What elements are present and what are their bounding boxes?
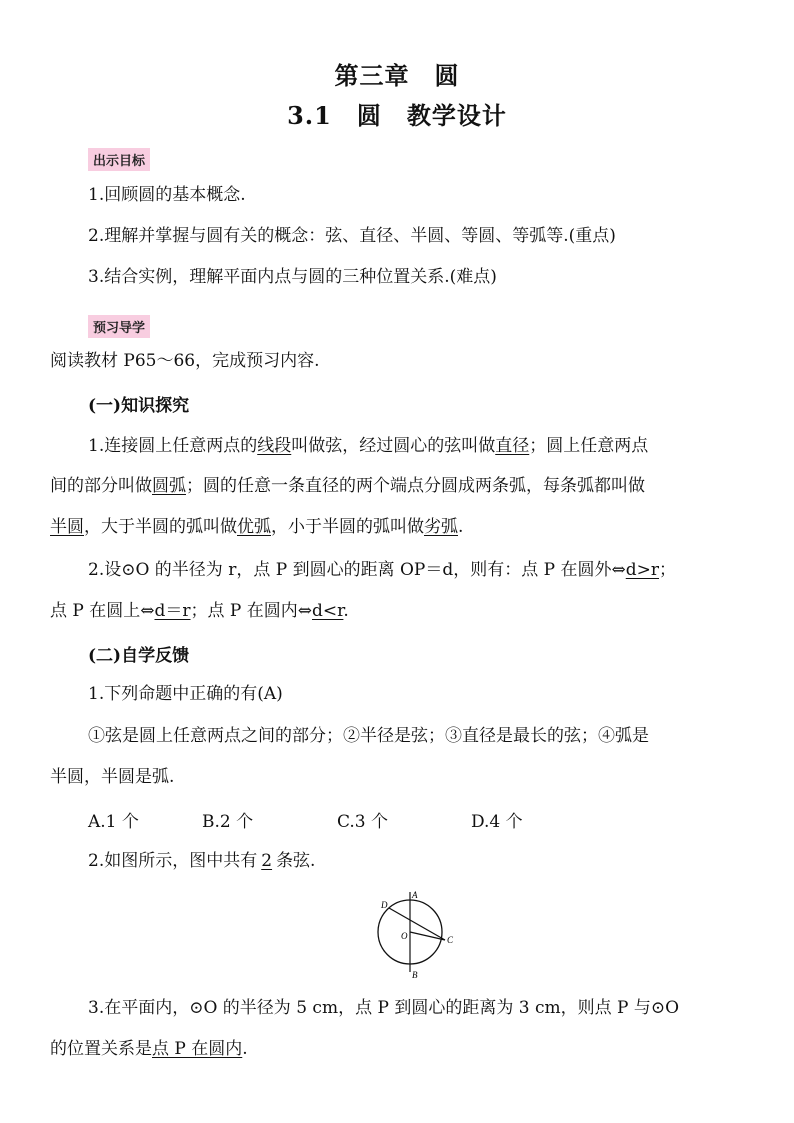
part2-title: (二)自学反馈: [88, 646, 190, 666]
answer-position: 点 P 在圆内: [152, 1039, 243, 1059]
knowledge-2-line1: 2.设⊙O 的半径为 r，点 P 到圆心的距离 OP＝d，则有：点 P 在圆外⇔d>r；: [88, 560, 676, 580]
objective-3: 3.结合实例，理解平面内点与圆的三种位置关系.(难点): [88, 267, 497, 287]
option-c: C.3 个: [337, 812, 389, 832]
answer-semicircle: 半圆: [50, 517, 84, 537]
circle-figure: [370, 884, 460, 980]
chord-dc: [389, 908, 445, 940]
knowledge-1-line1: 1.连接圆上任意两点的线段叫做弦，经过圆心的弦叫做直径；圆上任意两点: [88, 436, 649, 456]
question-3-line1: 3.在平面内，⊙O 的半径为 5 cm，点 P 到圆心的距离为 3 cm，则点 P 与⊙O: [88, 998, 680, 1018]
answer-segment: 线段: [257, 436, 292, 456]
label-d: D: [381, 900, 388, 910]
label-b: B: [412, 970, 418, 980]
option-d: D.4 个: [471, 812, 523, 832]
section-title: 3.1 圆 教学设计: [287, 101, 507, 130]
chapter-title: 第三章 圆: [334, 61, 460, 90]
radius-oc: [410, 932, 445, 940]
knowledge-1-line3: 半圆，大于半圆的弧叫做优弧，小于半圆的弧叫做劣弧.: [50, 517, 464, 537]
answer-outside: d>r: [625, 560, 659, 580]
objective-1: 1.回顾圆的基本概念.: [88, 185, 246, 205]
option-b: B.2 个: [202, 812, 254, 832]
answer-inside: d<r: [312, 601, 344, 621]
question-2: 2.如图所示，图中共有 2 条弦.: [88, 851, 316, 871]
label-a: A: [412, 890, 418, 900]
knowledge-2-line2: 点 P 在圆上⇔d＝r；点 P 在圆内⇔d<r.: [50, 601, 349, 621]
answer-arc: 圆弧: [152, 476, 186, 496]
objective-2: 2.理解并掌握与圆有关的概念：弦、直径、半圆、等圆、等弧等.(重点): [88, 226, 616, 246]
part1-title: (一)知识探究: [88, 396, 190, 416]
question-1-body-line2: 半圆，半圆是弧.: [50, 767, 175, 787]
label-o: O: [401, 931, 408, 941]
question-1-stem: 1.下列命题中正确的有(A): [88, 684, 283, 704]
answer-major-arc: 优弧: [237, 517, 271, 537]
question-1-body-line1: ①弦是圆上任意两点之间的部分；②半径是弦；③直径是最长的弦；④弧是: [88, 726, 649, 746]
label-c: C: [447, 935, 454, 945]
answer-minor-arc: 劣弧: [424, 517, 458, 537]
tag-preview: 预习导学: [88, 315, 150, 338]
answer-chord-count: 2: [261, 851, 273, 871]
question-3-line2: 的位置关系是点 P 在圆内.: [50, 1039, 248, 1059]
answer-diameter: 直径: [495, 436, 530, 456]
preview-intro: 阅读教材 P65～66，完成预习内容.: [50, 351, 320, 371]
answer-on: d＝r: [154, 601, 191, 621]
tag-objectives: 出示目标: [88, 148, 150, 171]
option-a: A.1 个: [88, 812, 139, 832]
knowledge-1-line2: 间的部分叫做圆弧；圆的任意一条直径的两个端点分圆成两条弧，每条弧都叫做: [50, 476, 645, 496]
